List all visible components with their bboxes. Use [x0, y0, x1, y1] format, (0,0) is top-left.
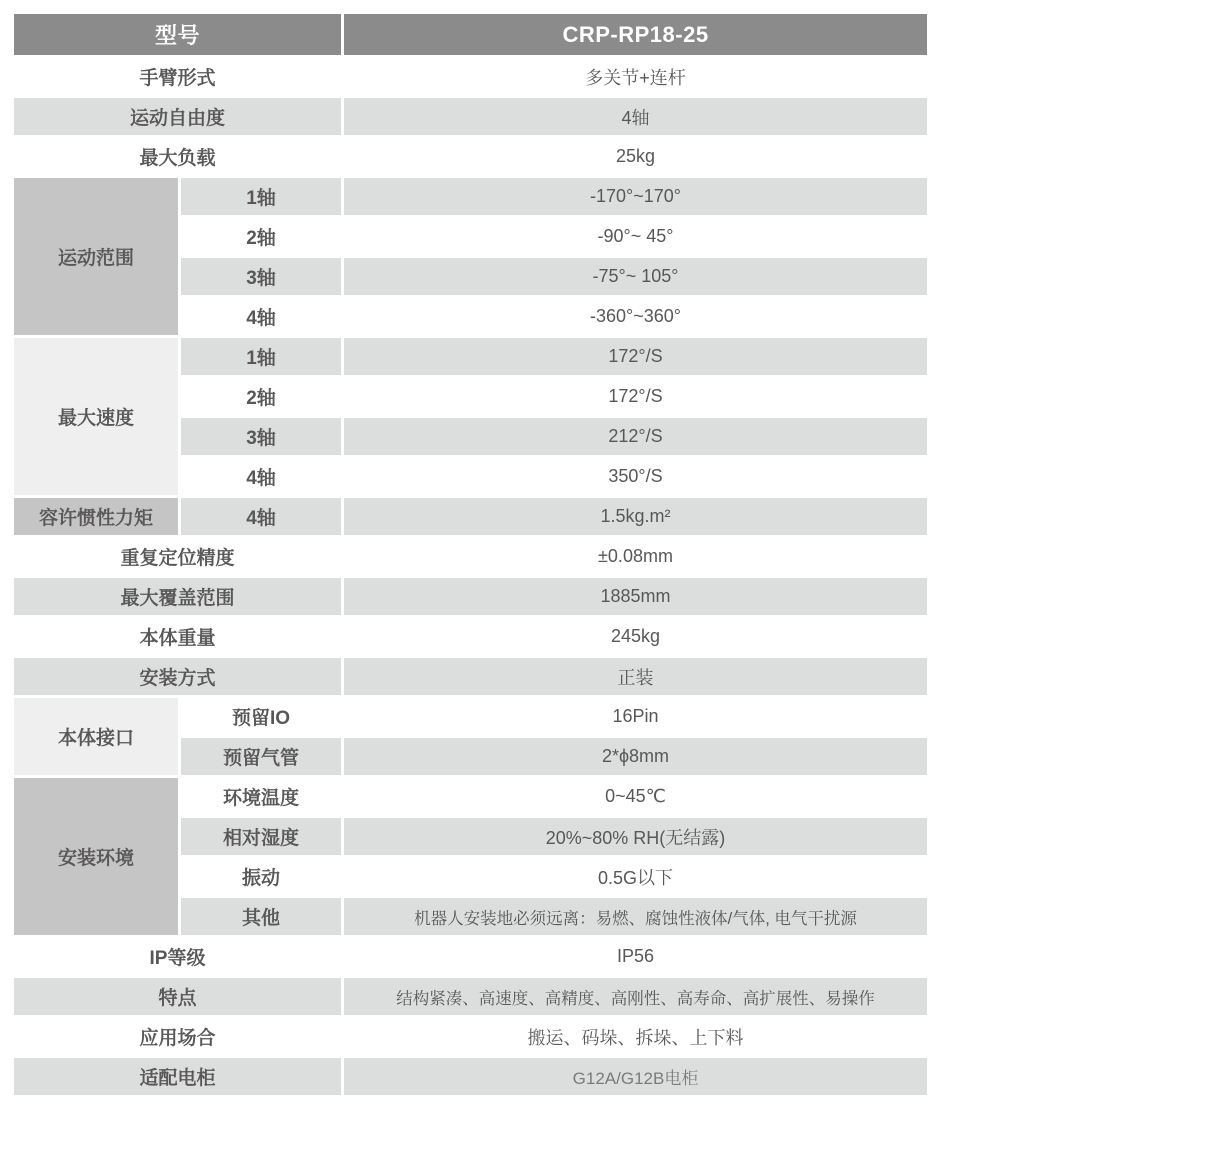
group-body-interface: 本体接口 [14, 698, 178, 775]
table-row [14, 98, 927, 135]
row-value-degrees-of-freedom: 4轴 [344, 98, 927, 135]
sub-label-axis-1: 1轴 [181, 178, 341, 215]
sub-label-axis-4: 4轴 [181, 298, 341, 335]
group-install-environment: 安装环境 [14, 778, 178, 935]
row-value-mounting: 正装 [344, 658, 927, 695]
row-value-reserved-io: 16Pin [344, 698, 927, 735]
row-value-body-weight: 245kg [344, 618, 927, 655]
row-value-relative-humidity: 20%~80% RH(无结露) [344, 818, 927, 855]
row-label-max-reach: 最大覆盖范围 [14, 578, 341, 615]
table-row [14, 1058, 927, 1095]
row-label-mounting: 安装方式 [14, 658, 341, 695]
table-row [14, 58, 927, 95]
row-label-repeatability: 重复定位精度 [14, 538, 341, 575]
row-value-range-axis-2: -90°~ 45° [344, 218, 927, 255]
row-value-other: 机器人安装地必须远离：易燃、腐蚀性液体/气体, 电气干扰源 [344, 898, 927, 935]
row-label-features: 特点 [14, 978, 341, 1015]
row-value-speed-axis-1: 172°/S [344, 338, 927, 375]
robot-spec-table [11, 11, 930, 1098]
sub-label-inertia-axis-4: 4轴 [181, 498, 341, 535]
sub-label-speed-axis-2: 2轴 [181, 378, 341, 415]
row-value-range-axis-3: -75°~ 105° [344, 258, 927, 295]
header-model-label: 型号 [14, 14, 341, 55]
row-value-speed-axis-2: 172°/S [344, 378, 927, 415]
row-label-body-weight: 本体重量 [14, 618, 341, 655]
row-value-ip-rating: IP56 [344, 938, 927, 975]
row-label-matched-cabinet: 适配电柜 [14, 1058, 341, 1095]
row-label-degrees-of-freedom: 运动自由度 [14, 98, 341, 135]
header-model-value: CRP-RP18-25 [344, 14, 927, 55]
group-motion-range: 运动范围 [14, 178, 178, 335]
sub-label-axis-3: 3轴 [181, 258, 341, 295]
sub-label-speed-axis-1: 1轴 [181, 338, 341, 375]
sub-label-relative-humidity: 相对湿度 [181, 818, 341, 855]
table-row [14, 138, 927, 175]
row-value-inertia-axis-4: 1.5kg.m² [344, 498, 927, 535]
row-value-speed-axis-4: 350°/S [344, 458, 927, 495]
row-value-max-payload: 25kg [344, 138, 927, 175]
table-row [14, 14, 927, 55]
group-max-speed: 最大速度 [14, 338, 178, 495]
row-label-ip-rating: IP等级 [14, 938, 341, 975]
table-row [14, 178, 927, 215]
row-label-applications: 应用场合 [14, 1018, 341, 1055]
table-row [14, 778, 927, 815]
table-row [14, 978, 927, 1015]
row-value-applications: 搬运、码垛、拆垛、上下料 [344, 1018, 927, 1055]
table-row [14, 658, 927, 695]
table-row [14, 498, 927, 535]
table-row [14, 538, 927, 575]
row-label-arm-type: 手臂形式 [14, 58, 341, 95]
table-row [14, 618, 927, 655]
table-row [14, 578, 927, 615]
row-value-speed-axis-3: 212°/S [344, 418, 927, 455]
sub-label-speed-axis-4: 4轴 [181, 458, 341, 495]
table-row [14, 1018, 927, 1055]
row-value-arm-type: 多关节+连杆 [344, 58, 927, 95]
row-value-matched-cabinet: G12A/G12B电柜 [344, 1058, 927, 1095]
group-allowable-inertia: 容许惯性力矩 [14, 498, 178, 535]
row-value-vibration: 0.5G以下 [344, 858, 927, 895]
row-value-range-axis-1: -170°~170° [344, 178, 927, 215]
sub-label-reserved-air-tube: 预留气管 [181, 738, 341, 775]
row-value-max-reach: 1885mm [344, 578, 927, 615]
sub-label-vibration: 振动 [181, 858, 341, 895]
row-value-range-axis-4: -360°~360° [344, 298, 927, 335]
sub-label-axis-2: 2轴 [181, 218, 341, 255]
row-value-reserved-air-tube: 2*ϕ8mm [344, 738, 927, 775]
row-value-repeatability: ±0.08mm [344, 538, 927, 575]
row-label-max-payload: 最大负载 [14, 138, 341, 175]
sub-label-speed-axis-3: 3轴 [181, 418, 341, 455]
table-row [14, 938, 927, 975]
row-value-ambient-temperature: 0~45℃ [344, 778, 927, 815]
table-row [14, 338, 927, 375]
sub-label-reserved-io: 预留IO [181, 698, 341, 735]
sub-label-ambient-temperature: 环境温度 [181, 778, 341, 815]
row-value-features: 结构紧凑、高速度、高精度、高刚性、高寿命、高扩展性、易操作 [344, 978, 927, 1015]
sub-label-other: 其他 [181, 898, 341, 935]
table-row [14, 698, 927, 735]
